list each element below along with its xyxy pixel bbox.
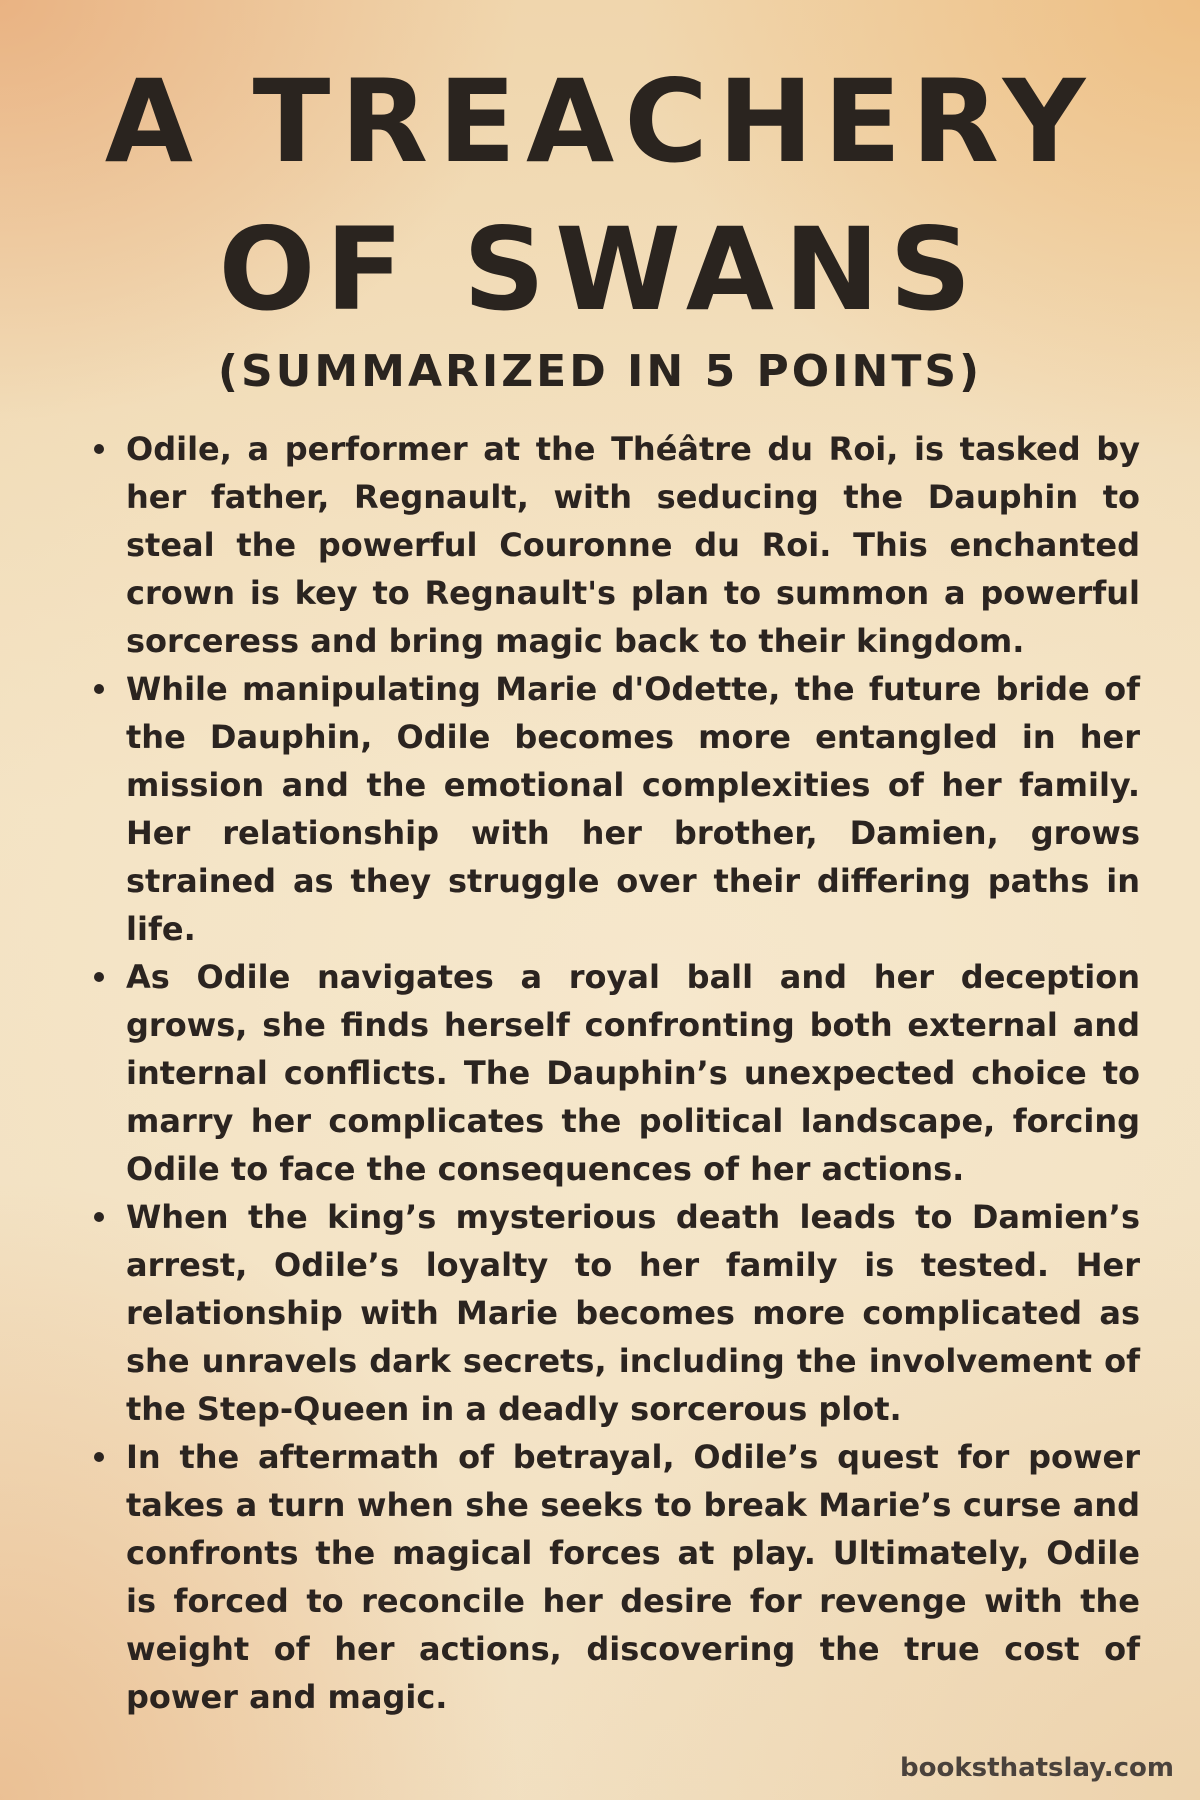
summary-point-2 bbox=[88, 665, 1140, 953]
summary-point-text: As Odile navigates a royal ball and her deception grows, she finds herself confronting both external and internal conflicts. The Dauphin’s unexpected choice to marry her complicates the political landscape, forcing Odile to face the consequences of her actions. bbox=[126, 958, 1140, 1188]
bullet-icon bbox=[94, 1452, 104, 1462]
summary-point-text: Odile, a performer at the Théâtre du Roi, is tasked by her father, Regnault, with seducing the Dauphin to steal the powerful Couronne du Roi. This enchanted crown is key to Regnault's plan to summon a powerful sorceress and bring magic back to their kingdom. bbox=[126, 430, 1140, 660]
bullet-icon bbox=[94, 684, 104, 694]
source-website: booksthatslay.com bbox=[900, 1753, 1174, 1783]
summary-point-5 bbox=[88, 1433, 1140, 1721]
book-title-line-1: A TREACHERY bbox=[104, 55, 1096, 188]
summary-point-4 bbox=[88, 1193, 1140, 1433]
bullet-icon bbox=[94, 1212, 104, 1222]
summary-point-3 bbox=[88, 953, 1140, 1193]
summary-point-1 bbox=[88, 425, 1140, 665]
bullet-icon bbox=[94, 972, 104, 982]
subtitle: (SUMMARIZED IN 5 POINTS) bbox=[217, 346, 983, 397]
bullet-icon bbox=[94, 444, 104, 454]
summary-point-text: While manipulating Marie d'Odette, the future bride of the Dauphin, Odile becomes more entangled in her mission and the emotional complexities of her family. Her relationship with her brother, Damien, grows strained as they struggle over their differing paths in life. bbox=[126, 670, 1140, 948]
book-title-line-2: OF SWANS bbox=[218, 203, 982, 336]
summary-list bbox=[88, 425, 1140, 1721]
summary-point-text: In the aftermath of betrayal, Odile’s quest for power takes a turn when she seeks to break Marie’s curse and confronts the magical forces at play. Ultimately, Odile is forced to reconcile her desire for revenge with the weight of her actions, discovering the true cost of power and magic. bbox=[126, 1438, 1140, 1716]
summary-point-text: When the king’s mysterious death leads to Damien’s arrest, Odile’s loyalty to her family is tested. Her relationship with Marie becomes more complicated as she unravels dark secrets, including the involvement of the Step-Queen in a deadly sorcerous plot. bbox=[126, 1198, 1140, 1428]
